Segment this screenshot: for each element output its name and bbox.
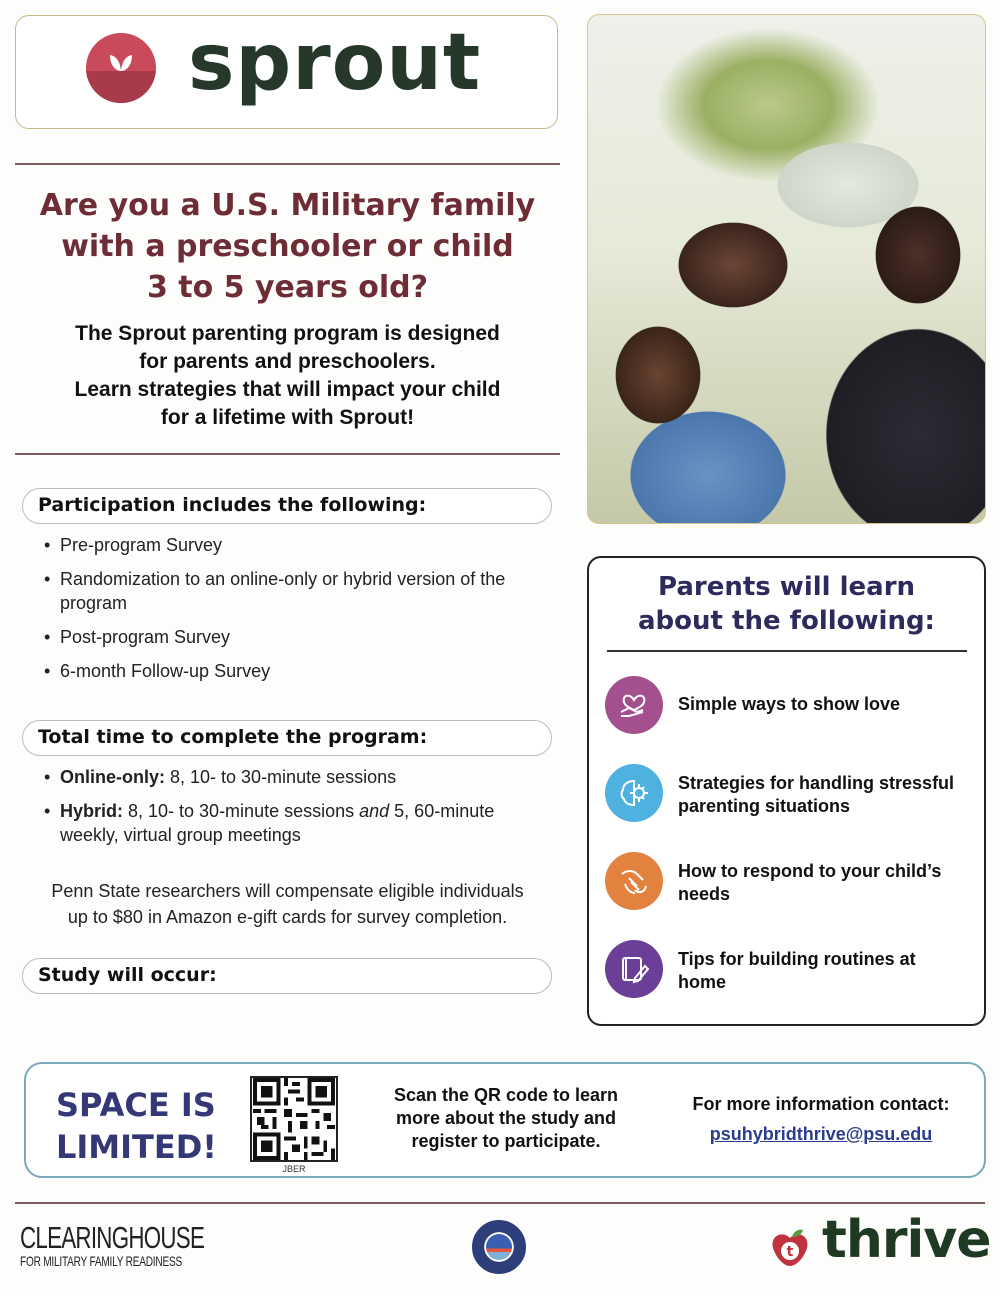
scan-instructions bbox=[371, 1084, 641, 1153]
cta-box bbox=[24, 1062, 986, 1178]
learn-item bbox=[605, 852, 975, 912]
learn-item-text: Tips for building routines at home bbox=[678, 949, 916, 992]
sprout-wordmark: sprout bbox=[188, 18, 482, 108]
learn-item-text: Simple ways to show love bbox=[678, 694, 901, 714]
thrive-wordmark: thrive bbox=[822, 1210, 991, 1270]
learn-title bbox=[589, 570, 984, 638]
option-text: 8, 10- to 30-minute sessions bbox=[165, 767, 397, 787]
intro-text bbox=[15, 320, 560, 432]
study-heading: Study will occur: bbox=[22, 958, 552, 994]
svg-text:t: t bbox=[786, 1244, 794, 1260]
compensation-line: Penn State researchers will compensate eligible individuals bbox=[51, 881, 524, 901]
option-label: Hybrid: bbox=[60, 801, 123, 821]
divider bbox=[15, 453, 560, 455]
family-photo bbox=[587, 14, 986, 524]
intro-line: for a lifetime with Sprout! bbox=[160, 406, 415, 429]
option-label: Online-only: bbox=[60, 767, 165, 787]
intro-line: The Sprout parenting program is designed bbox=[75, 322, 500, 345]
divider bbox=[15, 163, 560, 165]
scan-line: Scan the QR code to learn bbox=[393, 1085, 619, 1105]
clearinghouse-title: CLEARINGHOUSE bbox=[20, 1220, 205, 1255]
headline-line: with a preschooler or child bbox=[61, 229, 514, 264]
clearinghouse-subtitle: FOR MILITARY FAMILY READINESS bbox=[20, 1253, 182, 1269]
list-item: • 6-month Follow-up Survey bbox=[44, 659, 554, 683]
clearinghouse-logo bbox=[20, 1222, 276, 1269]
contact-label: For more information contact: bbox=[692, 1094, 950, 1114]
participation-list bbox=[44, 533, 554, 693]
list-item: • Randomization to an online-only or hybrid version of the program bbox=[44, 567, 554, 615]
list-item: • Post-program Survey bbox=[44, 625, 554, 649]
list-item: • Pre-program Survey bbox=[44, 533, 554, 557]
learn-item-text: Strategies for handling stressful parenting situations bbox=[678, 773, 955, 816]
divider bbox=[607, 650, 967, 652]
sprout-logo-box bbox=[15, 15, 558, 129]
military-community-family-policy-seal-icon bbox=[472, 1220, 526, 1274]
learn-item bbox=[605, 940, 975, 1000]
intro-line: for parents and preschoolers. bbox=[139, 350, 436, 373]
learn-item bbox=[605, 676, 975, 736]
email-link[interactable]: psuhybridthrive@psu.edu bbox=[709, 1124, 933, 1144]
learn-box bbox=[587, 556, 986, 1026]
option-text: 8, 10- to 30-minute sessions bbox=[123, 801, 360, 821]
scan-line: register to participate. bbox=[411, 1131, 601, 1151]
option-emphasis: and bbox=[359, 801, 390, 821]
list-item bbox=[44, 765, 554, 789]
intro-line: Learn strategies that will impact your child bbox=[74, 378, 501, 401]
scan-line: more about the study and bbox=[395, 1108, 617, 1128]
option-text: 5, 60-minute weekly, virtual group meetings bbox=[60, 801, 495, 845]
participation-heading: Participation includes the following: bbox=[22, 488, 552, 524]
list-item bbox=[44, 799, 554, 847]
compensation-line: up to $80 in Amazon e-gift cards for survey completion. bbox=[67, 907, 508, 927]
notebook-pencil-icon bbox=[605, 940, 663, 998]
thrive-apple-icon bbox=[770, 1228, 810, 1268]
space-line: LIMITED! bbox=[56, 1128, 217, 1166]
sprout-leaf-icon bbox=[86, 33, 156, 103]
heart-hand-icon bbox=[605, 676, 663, 734]
total-time-list bbox=[44, 765, 554, 857]
learn-item bbox=[605, 764, 975, 824]
total-time-heading: Total time to complete the program: bbox=[22, 720, 552, 756]
space-limited-text bbox=[56, 1084, 217, 1168]
headline-line: 3 to 5 years old? bbox=[146, 270, 429, 305]
space-line: SPACE IS bbox=[56, 1086, 216, 1124]
headline bbox=[15, 185, 560, 308]
compensation-text bbox=[15, 878, 560, 930]
qr-label: JBER bbox=[282, 1164, 306, 1174]
learn-title-line: about the following: bbox=[638, 606, 935, 636]
headline-line: Are you a U.S. Military family bbox=[39, 188, 536, 223]
brain-gear-icon bbox=[605, 764, 663, 822]
learn-title-line: Parents will learn bbox=[657, 572, 916, 602]
holding-hands-icon bbox=[605, 852, 663, 910]
divider bbox=[15, 1202, 985, 1204]
learn-item-text: How to respond to your child’s needs bbox=[678, 861, 942, 904]
qr-code[interactable] bbox=[250, 1076, 338, 1162]
